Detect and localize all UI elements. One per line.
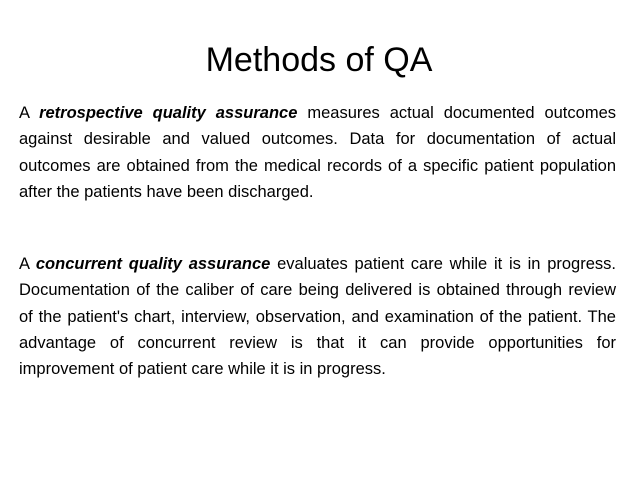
paragraph-lead: A — [19, 255, 30, 273]
paragraph-body: evaluates patient care while it is in progress. Documentation of the caliber of care being delivered is obtained through review of the patient's chart, interview, observation, and examination of the patient. The advantage of concurrent review is that it can provide opportunities for improvement of patient care while it is in progress. — [19, 255, 616, 379]
paragraph-retrospective-qa — [19, 100, 616, 205]
term-concurrent-qa: concurrent quality assurance — [35, 255, 271, 273]
slide-title: Methods of QA — [205, 41, 433, 79]
paragraph-body: measures actual documented outcomes against desirable and valued outcomes. Data for documentation of actual outcomes are obtained from the medical records of a specific patient population after the patients have been discharged. — [19, 104, 616, 201]
term-retrospective-qa: retrospective quality assurance — [39, 104, 298, 122]
paragraph-lead: A — [19, 104, 30, 122]
paragraph-concurrent-qa — [19, 251, 616, 382]
